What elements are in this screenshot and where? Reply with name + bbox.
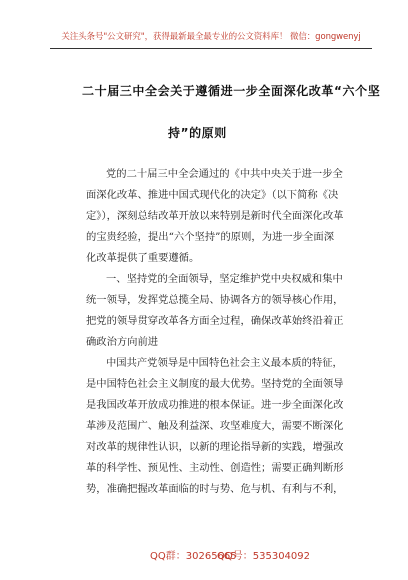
header-banner: 关注头条号"公文研究"，获得最新最全最专业的公文资料库！ 微信：gongwenyj: [61, 32, 361, 42]
document-title-line-2: 持”的原则: [168, 126, 227, 140]
section-heading-line: 统一领导，发挥党总揽全局、协调各方的领导核心作用，: [86, 294, 344, 306]
footer-qq-number: QQ号：535304092: [217, 551, 311, 562]
body-text-line: 化改革提供了重要遵循。: [86, 252, 200, 264]
body-text-line: 势，准确把握改革面临的时与势、危与机、有利与不利，: [86, 483, 344, 495]
body-text-line: 是中国特色社会主义制度的最大优势。坚持党的全面领导: [86, 378, 344, 390]
document-title-line-1: 二十届三中全会关于遵循进一步全面深化改革“六个坚: [82, 84, 381, 98]
body-text-line: 是我国改革开放成功推进的根本保证。进一步全面深化改: [86, 399, 344, 411]
section-heading-line: 确政治方向前进: [86, 336, 159, 348]
body-text-line: 革涉及范围广、触及利益深、攻坚难度大，需要不断深化: [86, 420, 344, 432]
section-heading-line: 一、坚持党的全面领导，坚定维护党中央权威和集中: [106, 273, 343, 285]
body-text-line: 党的二十届三中全会通过的《中共中央关于进一步全: [106, 168, 343, 180]
body-text-line: 的宝贵经验，提出“六个坚持”的原则，为进一步全面深: [86, 231, 334, 243]
body-text-line: 面深化改革、推进中国式现代化的决定》（以下简称《决: [86, 189, 339, 201]
section-heading-line: 把党的领导贯穿改革各方面全过程，确保改革始终沿着正: [86, 315, 344, 327]
header-divider: [50, 48, 372, 49]
body-text-line: 中国共产党领导是中国特色社会主义最本质的特征，: [106, 357, 343, 369]
body-text-line: 定》），深刻总结改革开放以来特别是新时代全面深化改革: [86, 210, 344, 222]
footer-qq-group: QQ群：30265665: [150, 551, 237, 562]
body-text-line: 革的科学性、预见性、主动性、创造性；需要正确判断形: [86, 462, 344, 474]
body-text-line: 对改革的规律性认识，以新的理论指导新的实践，增强改: [86, 441, 344, 453]
